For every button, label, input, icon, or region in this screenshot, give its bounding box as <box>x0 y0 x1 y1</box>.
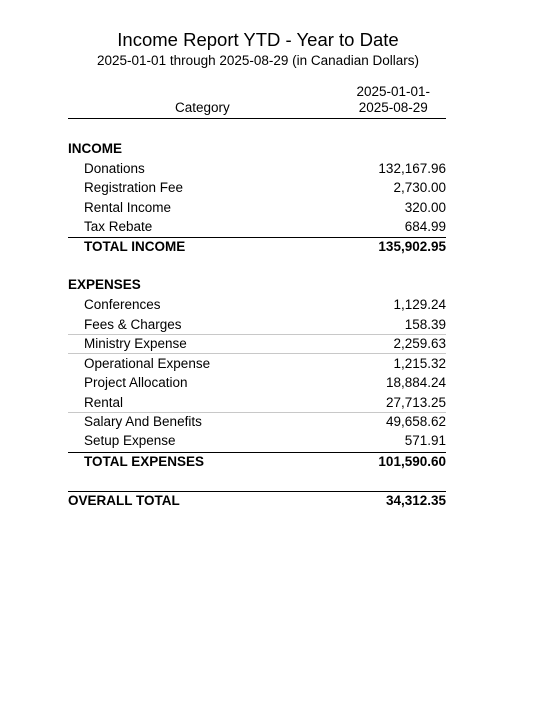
overall-total-label: OVERALL TOTAL <box>68 493 180 508</box>
income-row-rental-income <box>68 198 446 217</box>
row-amount: 2,259.63 <box>393 336 446 351</box>
category-column-header: Category <box>175 100 230 115</box>
expense-row-setup-expense <box>68 431 446 450</box>
total-income-amount: 135,902.95 <box>378 239 446 254</box>
row-amount: 49,658.62 <box>385 414 446 429</box>
expense-row-fees-charges <box>68 315 446 334</box>
report-subtitle: 2025-01-01 through 2025-08-29 (in Canadian Dollars) <box>97 53 419 68</box>
row-label: Tax Rebate <box>84 219 153 234</box>
row-amount: 1,215.32 <box>393 356 446 371</box>
row-label: Project Allocation <box>84 375 188 390</box>
row-label: Conferences <box>84 297 161 312</box>
row-label: Fees & Charges <box>84 317 182 332</box>
expense-row-ministry-expense <box>68 334 446 353</box>
period-header-line1: 2025-01-01- <box>356 84 430 99</box>
income-heading: INCOME <box>68 141 122 156</box>
row-amount: 684.99 <box>404 219 446 234</box>
expense-row-salary-and-benefits <box>68 412 446 431</box>
row-amount: 158.39 <box>404 317 446 332</box>
period-header-line2: 2025-08-29 <box>358 100 428 115</box>
row-label: Rental <box>84 395 124 410</box>
expense-row-rental <box>68 393 446 412</box>
total-income-label: TOTAL INCOME <box>84 239 186 254</box>
row-label: Ministry Expense <box>84 336 187 351</box>
row-amount: 18,884.24 <box>385 375 446 390</box>
row-amount: 27,713.25 <box>385 395 446 410</box>
report-title: Income Report YTD - Year to Date <box>117 29 399 50</box>
row-amount: 2,730.00 <box>393 180 446 195</box>
expense-row-project-allocation <box>68 373 446 392</box>
total-expenses-row <box>68 452 446 472</box>
expenses-heading: EXPENSES <box>68 277 141 292</box>
income-row-tax-rebate <box>68 217 446 236</box>
income-row-donations <box>68 159 446 178</box>
row-amount: 132,167.96 <box>378 161 446 176</box>
total-expenses-amount: 101,590.60 <box>378 454 446 469</box>
total-income-row <box>68 237 446 257</box>
row-label: Salary And Benefits <box>84 414 202 429</box>
row-amount: 571.91 <box>404 433 446 448</box>
period-column-header <box>356 84 430 116</box>
overall-total-row <box>68 491 446 511</box>
row-amount: 1,129.24 <box>393 297 446 312</box>
row-label: Rental Income <box>84 200 172 215</box>
row-amount: 320.00 <box>404 200 446 215</box>
row-label: Operational Expense <box>84 356 211 371</box>
expense-row-conferences <box>68 295 446 314</box>
row-label: Setup Expense <box>84 433 176 448</box>
column-header <box>68 84 446 119</box>
row-label: Registration Fee <box>84 180 184 195</box>
row-label: Donations <box>84 161 145 176</box>
income-row-registration-fee <box>68 178 446 197</box>
total-expenses-label: TOTAL EXPENSES <box>84 454 205 469</box>
overall-total-amount: 34,312.35 <box>385 493 446 508</box>
expense-row-operational-expense <box>68 354 446 373</box>
